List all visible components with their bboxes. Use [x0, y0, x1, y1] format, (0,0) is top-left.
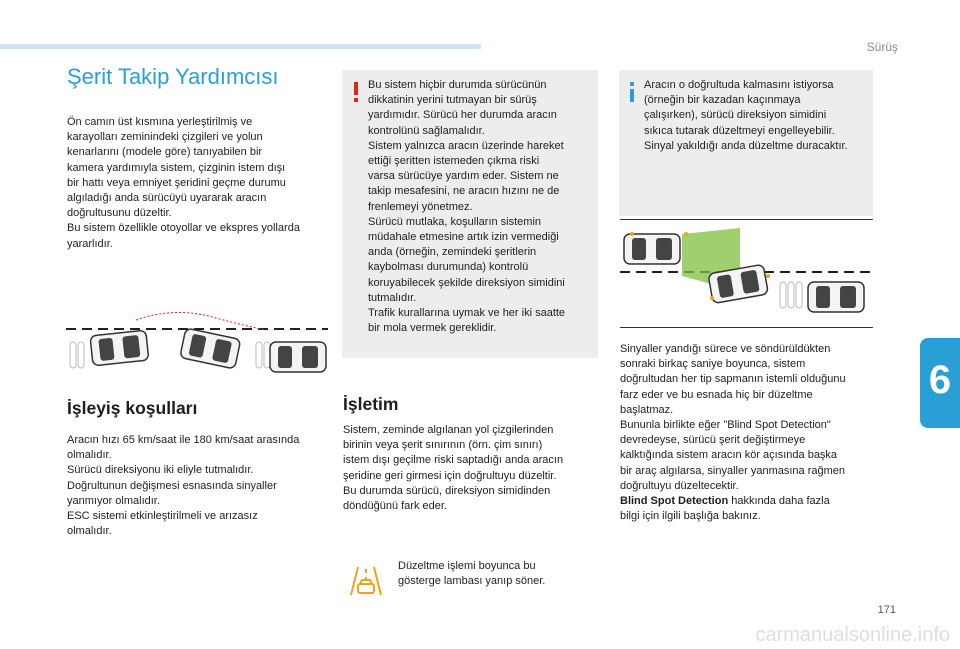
chapter-tab — [920, 338, 960, 428]
signals-main: Sinyaller yandığı sürece ve söndürüldükten sonraki birkaç saniye boyunca, sistem doğrultudan her tip sapmanın istemli olduğunu farz eder ve bu esnada hiç bir düzeltme başlatmaz. Bununla birlikte eğer "Blind Spot Detection" devredeyse, sürücü şerit değiştirmeye kalktığında sistem aracın kör açısında başka bir araç algılarsa, sinyaller yanmasına rağmen doğrultuyu düzeltecektir. — [620, 343, 846, 492]
page-number: 171 — [877, 604, 896, 616]
lane-keeping-warning-lamp-icon — [348, 565, 384, 597]
divider-bottom — [620, 327, 873, 328]
blind-spot-ref: Blind Spot Detection — [620, 495, 729, 508]
lane-illustration-left — [66, 306, 328, 378]
operation-text: Sistem, zeminde algılanan yol çizgilerinden birinin veya şerit sınırının (örn. çim sınırı) istem dışı geçilme riski saptadığı anda aracın şeridine geri girmesi için doğrultuyu düzeltir. Bu durumda sürücü, direksiyon simidinden döndüğünü fark eder. — [343, 424, 564, 513]
watermark: carmanualsonline.info — [755, 624, 950, 646]
lamp-text: Düzeltme işlemi boyunca bu gösterge lambası yanıp söner. — [398, 560, 546, 588]
info-icon — [628, 82, 636, 102]
exclamation-icon — [352, 82, 360, 102]
conditions-text: Aracın hızı 65 km/saat ile 180 km/saat arasında olmalıdır. Sürücü direksiyonu iki eliyle tutmalıdır. Doğrultunun değişmesi esnasında sinyaller yanmıyor olmalıdır. ESC sistemi etkinleştirilmeli ve arızasız olmalıdır. — [67, 434, 300, 538]
conditions-heading: İşleyiş koşulları — [67, 398, 198, 418]
chapter-number: 6 — [928, 358, 952, 402]
header-bar — [0, 44, 481, 49]
divider-top — [620, 219, 873, 220]
warning-text: Bu sistem hiçbir durumda sürücünün dikkatinin yerini tutmayan bir sürüş yardımıdır. Sürücü her durumda aracın kontrolünü sağlamalıdır. Sistem yalnızca aracın üzerinde hareket ettiği şeritten istemeden çıkma riski varsa sürücüye yardım eder. Sistem ne takip mesafesini, ne aracın hızını ne de frenlemeyi yönetmez. Sürücü mutlaka, koşulların sistemin müdahale etmesine artık izin vermediği anda (örneğin, zemindeki şeritlerin kaybolması durumunda) kontrolü koruyabilecek şekilde direksiyon simidini tutmalıdır. Trafik kurallarına uymak ve her iki saatte bir mola vermek gereklidir. — [368, 79, 566, 335]
signals-text — [620, 342, 880, 524]
operation-heading: İşletim — [343, 394, 399, 414]
lane-illustration-right — [620, 224, 873, 324]
section-label: Sürüş — [866, 40, 898, 54]
info-text: Aracın o doğrultuda kalmasını istiyorsa (örneğin bir kazadan kaçınmaya çalışırken), sürücü direksiyon simidini sıkıca tutarak düzeltmeyi engelleyebilir. Sinyal yakıldığı anda düzeltme duracaktır. — [644, 79, 848, 152]
page-title: Şerit Takip Yardımcısı — [67, 64, 279, 89]
signals-ref-rest: hakkında daha fazla bilgi için ilgili başlığa bakınız. — [620, 495, 830, 523]
intro-text: Ön camın üst kısmına yerleştirilmiş ve karayolları zeminindeki çizgileri ve yolun kenarlarını (modele göre) tanıyabilen bir kamera yardımıyla sistem, çizginin istem dışı bir hattı veya emniyet şeridini geçme durumu algıladığı anda sürücüyü uyararak aracın doğrultusunu düzeltir. Bu sistem özellikle otoyollar ve ekspres yollarda yararlıdır. — [67, 116, 300, 250]
